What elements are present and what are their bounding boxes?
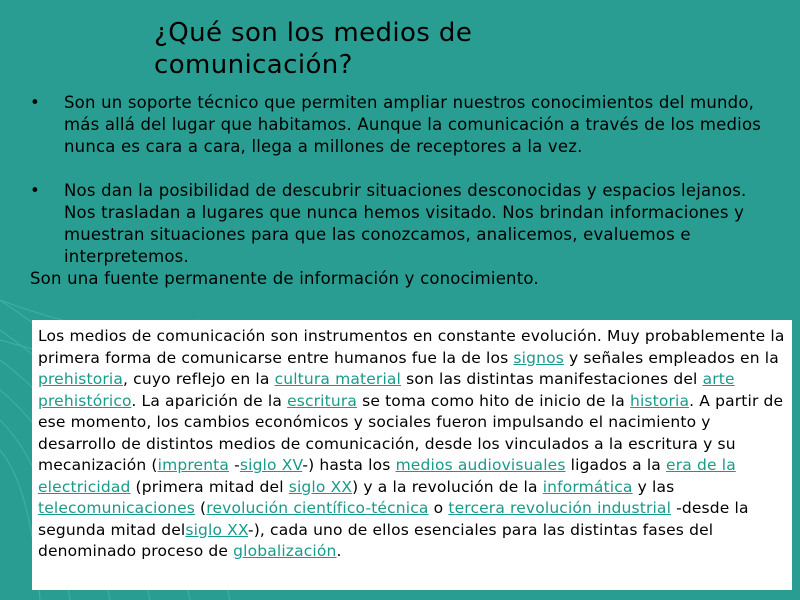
link-cultura-material[interactable]: cultura material — [274, 370, 402, 388]
text-segment: . A partir de ese momento, los cambios económicos y sociales fueron impulsando el nacimiento y desarrollo de distintos medios de comunicación, desde los vinculados a la escritura y su mecanización ( — [38, 391, 784, 474]
link-siglo-xv[interactable]: siglo XV — [239, 456, 303, 474]
link-medios-audiovisuales[interactable]: medios audiovisuales — [395, 456, 566, 474]
link-imprenta[interactable]: imprenta — [157, 456, 230, 474]
link-era-electricidad[interactable]: era de la electricidad — [38, 456, 736, 496]
link-prehistoria[interactable]: prehistoria — [38, 370, 124, 388]
bullet-dot: • — [30, 93, 40, 112]
text-segment: ( — [194, 499, 207, 517]
text-segment: y las — [632, 477, 675, 496]
link-siglo-xx-2[interactable]: siglo XX — [185, 520, 248, 539]
bullet-conclusion: Son una fuente permanente de información y conocimiento. — [30, 269, 539, 288]
link-informatica[interactable]: informática — [542, 477, 633, 496]
text-segment: - — [229, 456, 240, 474]
bullet-list — [30, 92, 775, 290]
info-textbox — [32, 320, 792, 590]
bullet-item — [30, 180, 775, 268]
slide-title: ¿Qué son los medios de comunicación? — [154, 18, 473, 80]
text-segment: , cuyo reflejo en la — [123, 370, 275, 388]
text-segment: se toma como hito de inicio de la — [357, 391, 630, 410]
text-segment: Los medios de comunicación son instrumentos en constante evolución. Muy probablemente la primera forma de comunicarse entre humanos fue la de los — [38, 327, 785, 367]
link-arte-prehistorico[interactable]: arte prehistórico — [38, 370, 735, 410]
bullet-text: Son un soporte técnico que permiten ampliar nuestros conocimientos del mundo, más allá del lugar que habitamos. Aunque la comunicación a través de los medios nunca es cara a cara, llega a millones de receptores a la vez. — [64, 93, 762, 156]
link-revolucion-cientifico-tecnica[interactable]: revolución científico-técnica — [206, 499, 429, 517]
link-tercera-revolucion-industrial[interactable]: tercera revolución industrial — [448, 499, 672, 517]
text-segment: . La aparición de la — [131, 391, 288, 410]
text-segment: -desde la segunda mitad del — [38, 499, 749, 539]
bullet-dot: • — [30, 181, 40, 200]
link-globalizacion[interactable]: globalización — [233, 542, 337, 560]
text-segment: . — [336, 542, 342, 560]
text-segment: ligados a la — [565, 456, 667, 474]
text-segment: ) y a la revolución de la — [352, 477, 543, 496]
bullet-text: Nos dan la posibilidad de descubrir situaciones desconocidas y espacios lejanos. Nos trasladan a lugares que nunca hemos visitado. Nos brindan informaciones y muestran situaciones para que las conozcamos, analicemos, evaluemos e interpretemos. — [64, 181, 747, 266]
link-signos[interactable]: signos — [513, 348, 564, 367]
link-siglo-xx[interactable]: siglo XX — [288, 477, 353, 496]
link-historia[interactable]: historia — [629, 391, 690, 410]
link-escritura[interactable]: escritura — [287, 391, 358, 410]
text-segment: o — [428, 499, 449, 517]
text-segment: y señales empleados en la — [563, 348, 779, 367]
text-segment: -) hasta los — [302, 456, 396, 474]
link-telecomunicaciones[interactable]: telecomunicaciones — [38, 499, 195, 517]
text-segment: son las distintas manifestaciones del — [401, 370, 703, 388]
text-segment: -), cada uno de ellos esenciales para las distintas fases del denominado proceso de — [38, 520, 714, 560]
bullet-item — [30, 92, 775, 158]
text-segment: (primera mitad del — [130, 477, 289, 496]
